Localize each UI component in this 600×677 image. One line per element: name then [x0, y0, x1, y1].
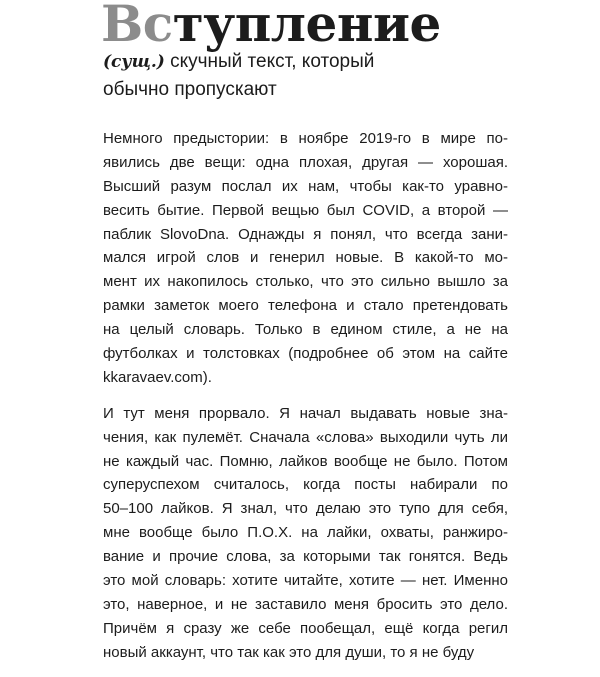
- text-line: на целый словарь. Только в едином стиле, а не на: [103, 321, 508, 339]
- heading-rest: тупление: [172, 0, 441, 53]
- text-line: Высший разум послал их нам, чтобы как-то уравно-: [103, 177, 508, 195]
- text-line: это, наверное, и не заставило меня бросить это дело.: [103, 595, 508, 613]
- text-line: чения, как пулемёт. Сначала «слова» выходили чуть ли: [103, 428, 508, 446]
- definition-line-1: [103, 48, 374, 76]
- chapter-heading: [101, 0, 441, 54]
- text-line: kkaravaev.com).: [103, 368, 212, 386]
- text-line: мался игрой слов и генерил новые. В какой-то мо-: [103, 249, 508, 267]
- paragraph: [103, 127, 508, 390]
- heading-accent-letters: Вс: [101, 0, 173, 53]
- text-line: вание и прочие слова, за которыми так гонятся. Ведь: [103, 548, 508, 566]
- part-of-speech: (сущ.): [103, 52, 165, 72]
- text-line: Причём я сразу же себе пообещал, ещё когда регил: [103, 619, 508, 637]
- text-line: И тут меня прорвало. Я начал выдавать новые зна-: [103, 404, 508, 422]
- text-line: не каждый час. Помню, лайков вообще не было. Потом: [103, 452, 508, 470]
- text-line: новый аккаунт, что так как это для души, то я не буду: [103, 643, 475, 661]
- text-line: паблик SlovoDna. Однажды я понял, что всегда зани-: [103, 225, 508, 243]
- text-line: 50–100 лайков. Я знал, что делаю это тупо для себя,: [103, 500, 508, 518]
- body-text: [103, 127, 508, 677]
- text-line: рамки заметок моего телефона и стало претендовать: [103, 297, 508, 315]
- text-line: суперуспехом считалось, когда посты набирали по: [103, 476, 508, 494]
- text-line: футболках и толстовках (подробнее об этом на сайте: [103, 345, 508, 363]
- text-line: явились две вещи: одна плохая, другая — хорошая.: [103, 153, 508, 171]
- definition-text-1: скучный текст, который: [164, 51, 375, 72]
- text-line: Немного предыстории: в ноябре 2019-го в мире по-: [103, 130, 508, 147]
- heading-definition: [103, 48, 374, 103]
- text-line: мне вообще было П.О.Х. на лайки, охваты, ранжиро-: [103, 524, 508, 542]
- text-line: мент их накопилось столько, что это сильно вышло за: [103, 273, 508, 291]
- text-line: весить бытие. Первой вещью был COVID, а второй —: [103, 201, 508, 219]
- text-line: это мой словарь: хотите читайте, хотите — нет. Именно: [103, 572, 508, 590]
- definition-line-2: обычно пропускают: [103, 79, 277, 100]
- paragraph: [103, 402, 508, 665]
